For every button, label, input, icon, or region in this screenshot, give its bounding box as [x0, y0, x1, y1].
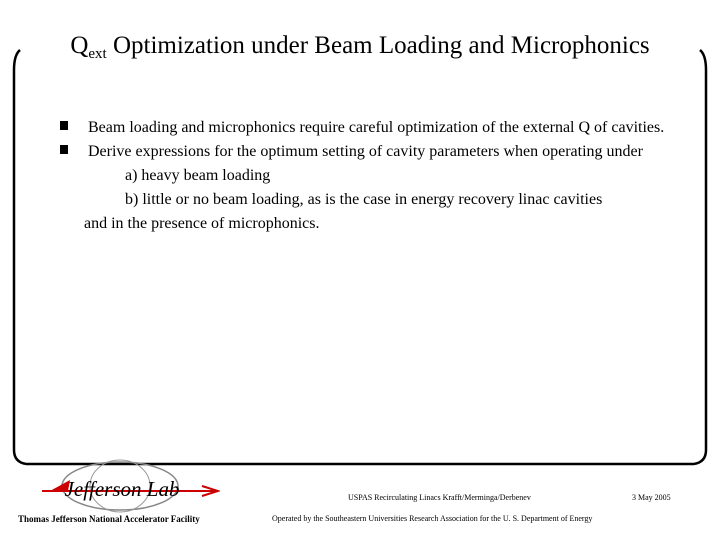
square-bullet-icon [60, 145, 68, 154]
sub-item: b) little or no beam loading, as is the case in energy recovery linac cavities [125, 191, 603, 208]
footer-course: USPAS Recirculating Linacs Krafft/Merminga/Derbenev [348, 493, 531, 502]
footer-date: 3 May 2005 [632, 493, 671, 502]
bullet-text: Derive expressions for the optimum setting of cavity parameters when operating under [88, 143, 643, 160]
continuation-text: and in the presence of microphonics. [84, 215, 320, 232]
bullet-item [60, 140, 670, 164]
title-q: Q [70, 32, 89, 59]
bullet-item [60, 116, 670, 140]
jefferson-lab-logo [40, 458, 220, 514]
logo-text: Jefferson Lab [64, 477, 180, 501]
sub-item: a) heavy beam loading [125, 167, 271, 184]
title-text: Optimization under Beam Loading and Microphonics [106, 32, 650, 59]
square-bullet-icon [60, 121, 68, 130]
slide-content [60, 116, 670, 236]
footer-operator: Operated by the Southeastern Universities Research Association for the U. S. Department of Energy [272, 514, 593, 523]
footer-facility: Thomas Jefferson National Accelerator Facility [18, 514, 200, 524]
slide-title [0, 30, 720, 70]
bullet-text: Beam loading and microphonics require careful optimization of the external Q of cavities. [88, 119, 665, 136]
title-subscript: ext [88, 46, 107, 62]
